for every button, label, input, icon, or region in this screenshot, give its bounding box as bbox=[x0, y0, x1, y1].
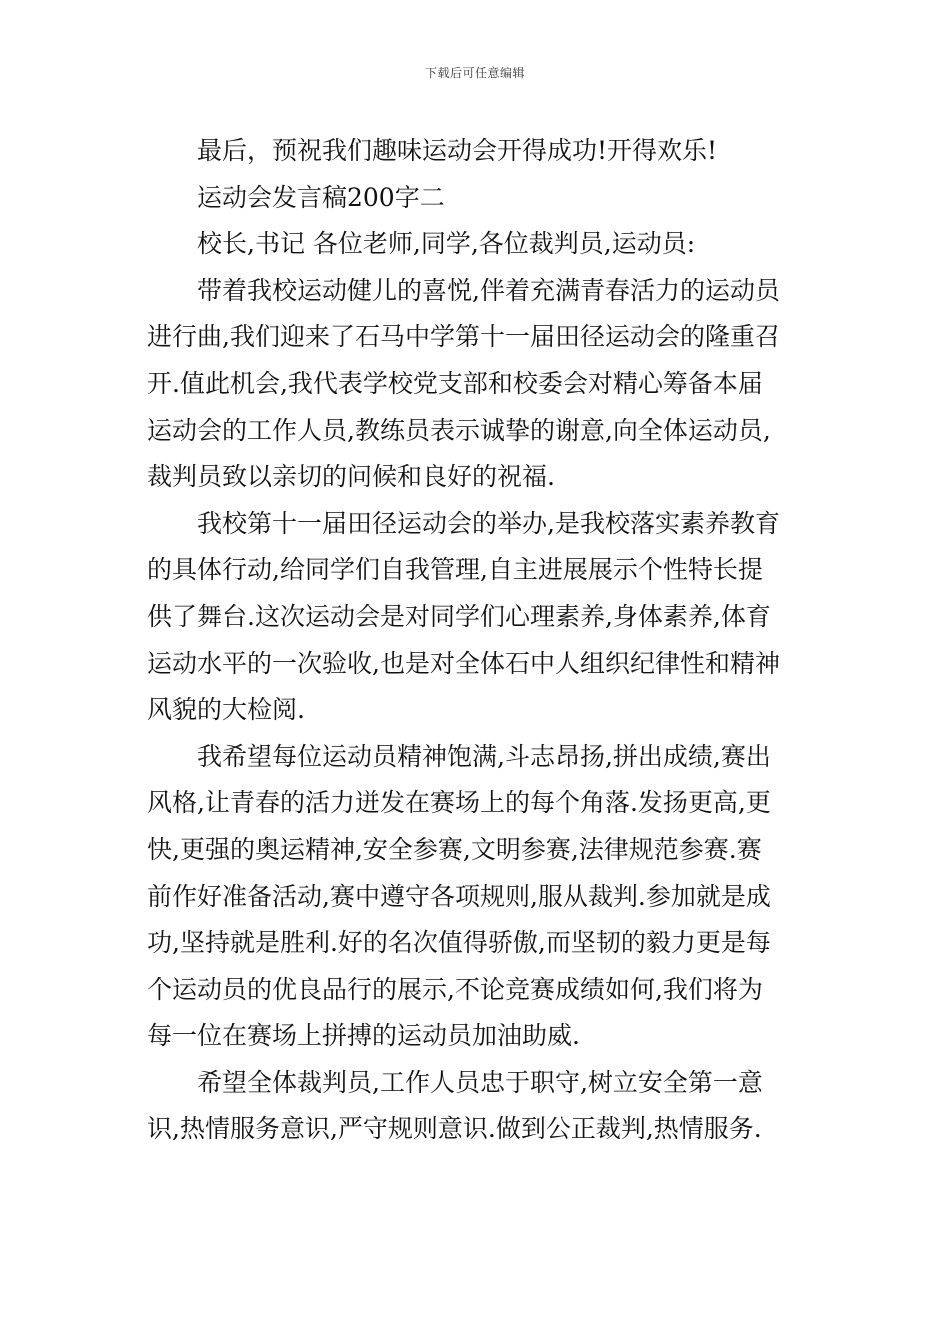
text-line: 最后，预祝我们趣味运动会开得成功!开得欢乐! bbox=[197, 136, 718, 165]
text-line: 功,坚持就是胜利.好的名次值得骄傲,而坚韧的毅力更是每 bbox=[147, 928, 771, 958]
text-line: 供了舞台.这次运动会是对同学们心理素养,身体素养,体育 bbox=[147, 601, 771, 631]
text-line: 识,热情服务意识,严守规则意识.做到公正裁判,热情服务. bbox=[147, 1114, 762, 1144]
text-line: 裁判员致以亲切的问候和良好的祝福. bbox=[147, 462, 555, 492]
text-line: 快,更强的奥运精神,安全参赛,文明参赛,法律规范参赛.赛 bbox=[147, 834, 762, 864]
text-line: 的具体行动,给同学们自我管理,自主进展展示个性特长提 bbox=[147, 555, 763, 585]
text-line: 进行曲,我们迎来了石马中学第十一届田径运动会的隆重召 bbox=[147, 322, 780, 352]
text-line: 运动会的工作人员,教练员表示诚挚的谢意,向全体运动员, bbox=[147, 415, 771, 445]
text-line: 希望全体裁判员,工作人员忠于职守,树立安全第一意 bbox=[197, 1067, 763, 1097]
text-line: 我校第十一届田径运动会的举办,是我校落实素养教育 bbox=[197, 508, 780, 538]
text-line: 我希望每位运动员精神饱满,斗志昂扬,拼出成绩,赛出 bbox=[197, 741, 771, 771]
text-line: 开.值此机会,我代表学校党支部和校委会对精心筹备本届 bbox=[147, 368, 763, 398]
text-line: 个运动员的优良品行的展示,不论竞赛成绩如何,我们将为 bbox=[147, 974, 763, 1004]
text-line: 风格,让青春的活力迸发在赛场上的每个角落.发扬更高,更 bbox=[147, 788, 771, 818]
section-title: 运动会发言稿200字二 bbox=[197, 182, 445, 212]
page-header-note: 下载后可任意编辑 bbox=[424, 66, 525, 80]
salutation-line: 校长,书记 各位老师,同学,各位裁判员,运动员: bbox=[197, 229, 696, 259]
text-line: 运动水平的一次验收,也是对全体石中人组织纪律性和精神 bbox=[147, 648, 780, 678]
document-body bbox=[147, 128, 807, 1153]
text-line: 风貌的大检阅. bbox=[147, 695, 305, 725]
text-line: 前作好准备活动,赛中遵守各项规则,服从裁判.参加就是成 bbox=[147, 881, 771, 911]
text-line: 带着我校运动健儿的喜悦,伴着充满青春活力的运动员 bbox=[197, 275, 780, 305]
text-line: 每一位在赛场上拼搏的运动员加油助威. bbox=[147, 1021, 580, 1051]
